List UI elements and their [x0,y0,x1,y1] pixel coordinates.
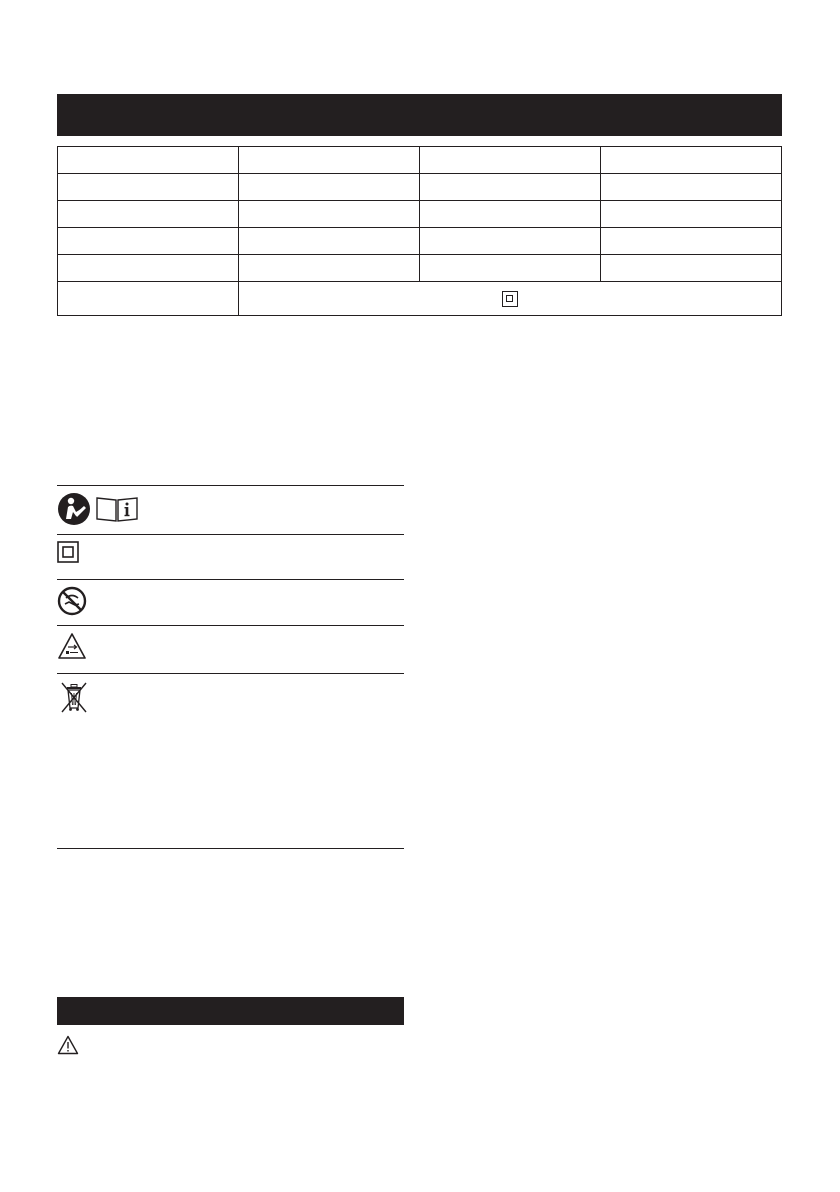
table-row [58,147,782,174]
table-cell [239,255,420,282]
table-cell [601,201,782,228]
warning-triangle-icon [57,1035,79,1055]
info-book-icon [95,495,139,523]
symbol-icons [57,492,139,526]
table-cell [601,228,782,255]
read-manual-icon [57,492,91,526]
table-cell [601,174,782,201]
table-cell [420,228,601,255]
symbol-row [57,579,404,625]
table-row [58,174,782,201]
table-cell [239,228,420,255]
table-row [58,228,782,255]
table-cell [601,147,782,174]
no-contact-icon [57,586,87,616]
safety-section-title [57,1003,65,1018]
symbol-icons [57,586,87,616]
specifications-title [57,106,67,123]
kickback-warning-icon [57,632,87,660]
symbols-list [57,485,404,849]
table-cell [58,174,239,201]
table-row [58,282,782,316]
table-cell [420,174,601,201]
crossed-bin-icon [57,680,91,714]
symbol-row [57,625,404,673]
table-cell [239,201,420,228]
table-cell [239,174,420,201]
double-insulation-icon [57,541,79,563]
table-row [58,201,782,228]
table-cell [420,201,601,228]
specifications-table [57,146,782,316]
specifications-title-bar [57,94,782,136]
symbol-row [57,534,404,579]
table-cell [420,255,601,282]
table-cell [58,201,239,228]
table-cell [239,147,420,174]
table-cell [58,228,239,255]
symbol-icons [57,680,91,714]
table-cell [58,255,239,282]
symbol-icons [57,632,87,660]
symbol-row [57,485,404,534]
table-cell [420,147,601,174]
table-row [58,255,782,282]
table-cell [58,282,239,316]
double-insulation-icon [502,291,518,307]
table-cell [601,255,782,282]
table-cell [58,147,239,174]
symbols-bottom-rule [57,848,404,849]
safety-section-title-bar [57,997,404,1025]
symbol-row [57,673,404,848]
symbol-icons [57,541,79,563]
table-cell-symbol [239,282,782,316]
general-warning [57,1035,85,1055]
